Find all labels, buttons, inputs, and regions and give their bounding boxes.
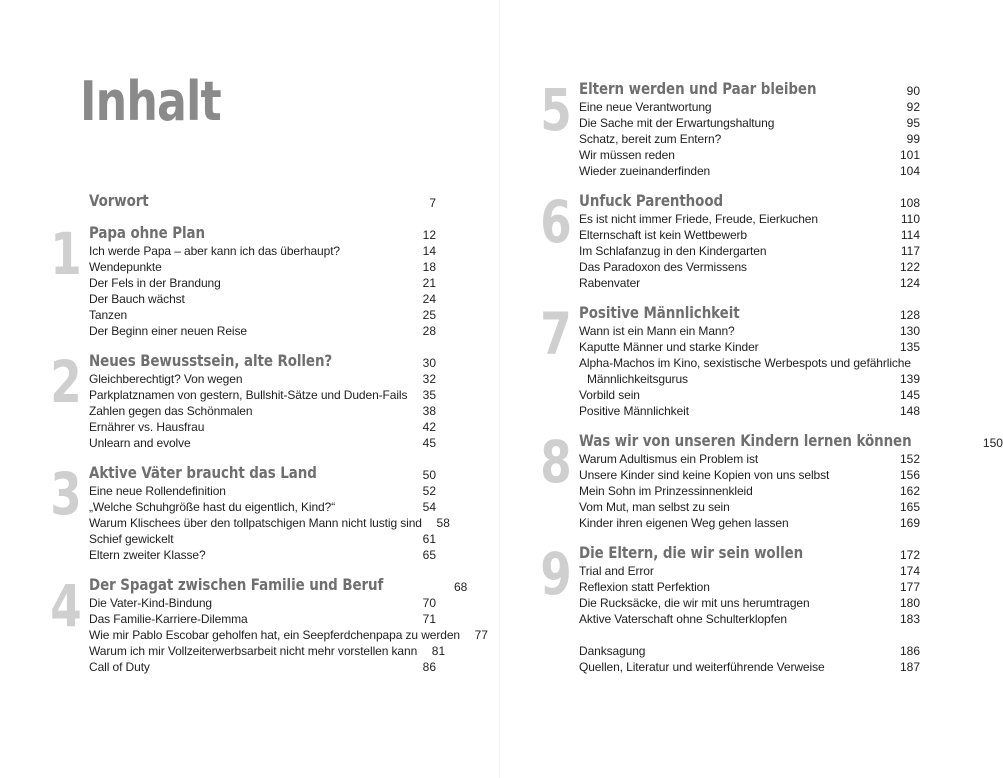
toc-chapter-heading[interactable] bbox=[579, 187, 920, 211]
toc-page-number: 130 bbox=[899, 324, 920, 338]
toc-page-number: 124 bbox=[899, 276, 920, 290]
toc-chapter-heading[interactable] bbox=[89, 347, 436, 371]
toc-page-number: 183 bbox=[899, 612, 920, 626]
toc-entry-label: Reflexion statt Perfektion bbox=[579, 580, 710, 594]
toc-entry-label: Kinder ihren eigenen Weg gehen lassen bbox=[579, 516, 789, 530]
toc-page-number: 81 bbox=[431, 644, 446, 658]
toc-entry-label: Aktive Vaterschaft ohne Schulterklopfen bbox=[579, 612, 787, 626]
page-title: Inhalt bbox=[80, 70, 221, 133]
toc-page-number: 172 bbox=[899, 548, 920, 562]
chapter-title: Was wir von unseren Kindern lernen können bbox=[579, 431, 912, 450]
toc-entry-label: Männlichkeitsgurus bbox=[587, 372, 688, 386]
chapter-title: Neues Bewusstsein, alte Rollen? bbox=[89, 351, 333, 370]
toc-chapter-heading[interactable] bbox=[89, 219, 436, 243]
toc-entry-continuation[interactable] bbox=[579, 371, 920, 387]
toc-heading-title: Vorwort bbox=[89, 191, 149, 210]
toc-backmatter-entry[interactable] bbox=[579, 643, 920, 659]
toc-entry-label: Ernährer vs. Hausfrau bbox=[89, 420, 205, 434]
toc-entry-label: Das Familie-Karriere-Dilemma bbox=[89, 612, 248, 626]
toc-entry[interactable] bbox=[89, 531, 436, 547]
toc-entry-label: Eine neue Rollendefinition bbox=[89, 484, 226, 498]
toc-chapter-heading[interactable] bbox=[579, 539, 920, 563]
toc-page-number: 12 bbox=[422, 228, 436, 242]
toc-entry-label: Eine neue Verantwortung bbox=[579, 100, 712, 114]
toc-entry-label: Quellen, Literatur und weiterführende Verweise bbox=[579, 660, 825, 674]
toc-entry[interactable] bbox=[579, 211, 920, 227]
toc-page-number: 38 bbox=[422, 404, 436, 418]
toc-entry-label: Wieder zueinanderfinden bbox=[579, 164, 711, 178]
toc-page-number: 99 bbox=[906, 132, 920, 146]
toc-entry-label: Wann ist ein Mann ein Mann? bbox=[579, 324, 735, 338]
toc-entry[interactable] bbox=[579, 483, 920, 499]
toc-page-number: 165 bbox=[899, 500, 920, 514]
toc-entry[interactable] bbox=[579, 451, 920, 467]
toc-page-number: 25 bbox=[422, 308, 436, 322]
chapter-number: 3 bbox=[50, 460, 82, 528]
chapter-title: Aktive Väter braucht das Land bbox=[89, 463, 317, 482]
toc-page-number: 30 bbox=[422, 356, 436, 370]
toc-page-number: 150 bbox=[982, 436, 1003, 450]
toc-page-number: 54 bbox=[422, 500, 436, 514]
toc-page-number: 174 bbox=[899, 564, 920, 578]
toc-entry[interactable] bbox=[579, 403, 920, 419]
toc-entry[interactable] bbox=[579, 387, 920, 403]
toc-entry-label: Warum Klischees über den tollpatschigen Mann nicht lustig sind bbox=[89, 516, 422, 530]
toc-entry-label: Die Vater-Kind-Bindung bbox=[89, 596, 212, 610]
toc-page-number: 71 bbox=[422, 612, 436, 626]
toc-page-number: 65 bbox=[422, 548, 436, 562]
toc-page-number: 42 bbox=[422, 420, 436, 434]
left-page bbox=[0, 0, 500, 778]
toc-chapter-heading[interactable] bbox=[579, 299, 920, 323]
toc-entry-label: Der Bauch wächst bbox=[89, 292, 185, 306]
toc-entry[interactable] bbox=[89, 419, 436, 435]
toc-page-number: 139 bbox=[899, 372, 920, 386]
toc-page-number: 18 bbox=[422, 260, 436, 274]
chapter-title: Die Eltern, die wir sein wollen bbox=[579, 543, 804, 562]
toc-entry[interactable] bbox=[579, 227, 920, 243]
toc-page-number: 108 bbox=[899, 196, 920, 210]
toc-page-number: 90 bbox=[906, 84, 920, 98]
toc-page-number: 50 bbox=[422, 468, 436, 482]
toc-entry[interactable] bbox=[579, 115, 920, 131]
toc-entry[interactable] bbox=[89, 483, 436, 499]
toc-entry-label: Der Fels in der Brandung bbox=[89, 276, 221, 290]
toc-entry-label: Wie mir Pablo Escobar geholfen hat, ein Seepferdchenpapa zu werden bbox=[89, 628, 460, 642]
toc-entry[interactable] bbox=[579, 163, 920, 179]
toc-entry-label: Wir müssen reden bbox=[579, 148, 675, 162]
toc-entry-label: Alpha-Machos im Kino, sexistische Werbespots und gefährliche bbox=[579, 356, 911, 370]
toc-page-number: 101 bbox=[899, 148, 920, 162]
toc-entry[interactable] bbox=[579, 99, 920, 115]
toc-entry-label: Zahlen gegen das Schönmalen bbox=[89, 404, 253, 418]
chapter-number: 7 bbox=[540, 300, 572, 368]
toc-chapter-heading[interactable] bbox=[579, 427, 1003, 451]
toc-page-number: 24 bbox=[422, 292, 436, 306]
chapter-number: 4 bbox=[50, 572, 82, 640]
toc-page-number: 110 bbox=[900, 212, 920, 226]
toc-entry-label: Das Paradoxon des Vermissens bbox=[579, 260, 747, 274]
toc-page-number: 61 bbox=[422, 532, 436, 546]
toc-entry[interactable] bbox=[89, 627, 488, 643]
toc-entry[interactable] bbox=[89, 659, 436, 675]
toc-entry[interactable] bbox=[89, 387, 436, 403]
toc-entry-label: Danksagung bbox=[579, 644, 646, 658]
toc-entry[interactable] bbox=[579, 147, 920, 163]
toc-entry-label: Schief gewickelt bbox=[89, 532, 174, 546]
toc-page-number: 28 bbox=[422, 324, 436, 338]
chapter-number: 6 bbox=[540, 188, 572, 256]
chapter-number: 5 bbox=[540, 76, 572, 144]
toc-entry-label: Warum Adultismus ein Problem ist bbox=[579, 452, 759, 466]
toc-entry-label: Positive Männlichkeit bbox=[579, 404, 689, 418]
toc-entry[interactable] bbox=[579, 467, 920, 483]
toc-entry[interactable] bbox=[579, 339, 920, 355]
toc-entry-label: Die Sache mit der Erwartungshaltung bbox=[579, 116, 775, 130]
toc-page-number: 92 bbox=[906, 100, 920, 114]
toc-entry[interactable] bbox=[89, 371, 436, 387]
toc-page-number: 169 bbox=[899, 516, 920, 530]
toc-entry[interactable] bbox=[89, 435, 436, 451]
chapter-number: 2 bbox=[50, 348, 82, 416]
toc-entry-label: Elternschaft ist kein Wettbewerb bbox=[579, 228, 747, 242]
toc-entry-label: Im Schlafanzug in den Kindergarten bbox=[579, 244, 767, 258]
toc-entry[interactable] bbox=[579, 355, 920, 371]
toc-entry[interactable] bbox=[579, 515, 920, 531]
toc-page-number: 135 bbox=[899, 340, 920, 354]
toc-page-number: 77 bbox=[474, 628, 488, 642]
toc-page-number: 58 bbox=[436, 516, 450, 530]
toc-entry-label: Tanzen bbox=[89, 308, 128, 322]
toc-entry[interactable] bbox=[89, 323, 436, 339]
toc-entry[interactable] bbox=[579, 323, 920, 339]
toc-entry[interactable] bbox=[579, 563, 920, 579]
toc-page-number: 52 bbox=[422, 484, 436, 498]
toc-entry[interactable] bbox=[579, 611, 920, 627]
toc-backmatter-entry[interactable] bbox=[579, 659, 920, 675]
toc-entry-label: Mein Sohn im Prinzessinnenkleid bbox=[579, 484, 753, 498]
toc-page-number: 68 bbox=[454, 580, 468, 594]
toc-entry-label: Parkplatznamen von gestern, Bullshit-Sätze und Duden-Fails bbox=[89, 388, 408, 402]
toc-chapter-heading[interactable] bbox=[89, 571, 468, 595]
chapter-number: 9 bbox=[540, 540, 572, 608]
toc-page-number: 186 bbox=[899, 644, 920, 658]
toc-entry-label: Vom Mut, man selbst zu sein bbox=[579, 500, 730, 514]
toc-spacer bbox=[579, 627, 920, 643]
toc-entry[interactable] bbox=[89, 611, 436, 627]
toc-page-number: 32 bbox=[422, 372, 436, 386]
toc-entry-label: Unlearn and evolve bbox=[89, 436, 191, 450]
toc-entry[interactable] bbox=[89, 595, 436, 611]
toc-entry[interactable] bbox=[579, 131, 920, 147]
toc-page-number: 95 bbox=[906, 116, 920, 130]
toc-entry[interactable] bbox=[89, 499, 436, 515]
toc-entry[interactable] bbox=[89, 307, 436, 323]
toc-entry[interactable] bbox=[579, 595, 920, 611]
toc-page-number: 122 bbox=[899, 260, 920, 274]
toc-page-number: 114 bbox=[900, 228, 920, 242]
toc-entry[interactable] bbox=[89, 643, 446, 659]
toc-entry[interactable] bbox=[579, 579, 920, 595]
toc-entry[interactable] bbox=[579, 243, 920, 259]
toc-page-number: 145 bbox=[899, 388, 920, 402]
toc-page-number: 162 bbox=[899, 484, 920, 498]
toc-page-number: 104 bbox=[899, 164, 920, 178]
toc-page-number: 180 bbox=[899, 596, 920, 610]
toc-entry-label: Call of Duty bbox=[89, 660, 150, 674]
toc-page-number: 152 bbox=[899, 452, 920, 466]
toc-entry[interactable] bbox=[579, 499, 920, 515]
toc-entry[interactable] bbox=[89, 403, 436, 419]
toc-entry-label: Wendepunkte bbox=[89, 260, 162, 274]
toc-page-number: 86 bbox=[422, 660, 436, 674]
chapter-title: Eltern werden und Paar bleiben bbox=[579, 79, 817, 98]
right-page bbox=[500, 0, 1003, 778]
toc-page-number: 187 bbox=[899, 660, 920, 674]
toc-entry-label: Gleichberechtigt? Von wegen bbox=[89, 372, 243, 386]
toc-entry-label: „Welche Schuhgröße hast du eigentlich, Kind?“ bbox=[89, 500, 336, 514]
toc-page-number: 21 bbox=[422, 276, 436, 290]
toc-entry-label: Rabenvater bbox=[579, 276, 641, 290]
toc-entry-label: Vorbild sein bbox=[579, 388, 640, 402]
toc-page-number: 128 bbox=[899, 308, 920, 322]
toc-entry-label: Schatz, bereit zum Entern? bbox=[579, 132, 722, 146]
toc-entry-label: Ich werde Papa – aber kann ich das überhaupt? bbox=[89, 244, 341, 258]
toc-page-number: 148 bbox=[899, 404, 920, 418]
toc-page-number: 177 bbox=[899, 580, 920, 594]
toc-entry[interactable] bbox=[89, 259, 436, 275]
toc-entry-label: Die Rucksäcke, die wir mit uns herumtragen bbox=[579, 596, 810, 610]
toc-entry[interactable] bbox=[89, 243, 436, 259]
toc-heading-row[interactable] bbox=[89, 187, 436, 211]
toc-chapter-heading[interactable] bbox=[89, 459, 436, 483]
chapter-title: Der Spagat zwischen Familie und Beruf bbox=[89, 575, 384, 594]
toc-entry[interactable] bbox=[89, 515, 450, 531]
toc-page-number: 70 bbox=[422, 596, 436, 610]
toc-entry-label: Trial and Error bbox=[579, 564, 654, 578]
toc-entry-label: Der Beginn einer neuen Reise bbox=[89, 324, 247, 338]
toc-page-number: 35 bbox=[422, 388, 436, 402]
toc-entry-label: Eltern zweiter Klasse? bbox=[89, 548, 206, 562]
toc-page-number: 14 bbox=[422, 244, 436, 258]
toc-entry-label: Kaputte Männer und starke Kinder bbox=[579, 340, 759, 354]
toc-page-number: 7 bbox=[429, 196, 436, 210]
toc-entry-label: Unsere Kinder sind keine Kopien von uns selbst bbox=[579, 468, 830, 482]
toc-entry[interactable] bbox=[579, 275, 920, 291]
toc-entry-label: Warum ich mir Vollzeiterwerbsarbeit nicht mehr vorstellen kann bbox=[89, 644, 418, 658]
toc-entry[interactable] bbox=[89, 275, 436, 291]
toc-entry[interactable] bbox=[579, 259, 920, 275]
toc-entry-label: Es ist nicht immer Friede, Freude, Eierkuchen bbox=[579, 212, 818, 226]
chapter-number: 1 bbox=[50, 220, 82, 288]
chapter-title: Papa ohne Plan bbox=[89, 223, 206, 242]
toc-entry[interactable] bbox=[89, 291, 436, 307]
chapter-title: Unfuck Parenthood bbox=[579, 191, 724, 210]
chapter-title: Positive Männlichkeit bbox=[579, 303, 740, 322]
toc-page-number: 156 bbox=[899, 468, 920, 482]
toc-entry[interactable] bbox=[89, 547, 436, 563]
toc-page-number: 45 bbox=[422, 436, 436, 450]
toc-page-number: 117 bbox=[900, 244, 920, 258]
toc-chapter-heading[interactable] bbox=[579, 75, 920, 99]
chapter-number: 8 bbox=[540, 428, 572, 496]
